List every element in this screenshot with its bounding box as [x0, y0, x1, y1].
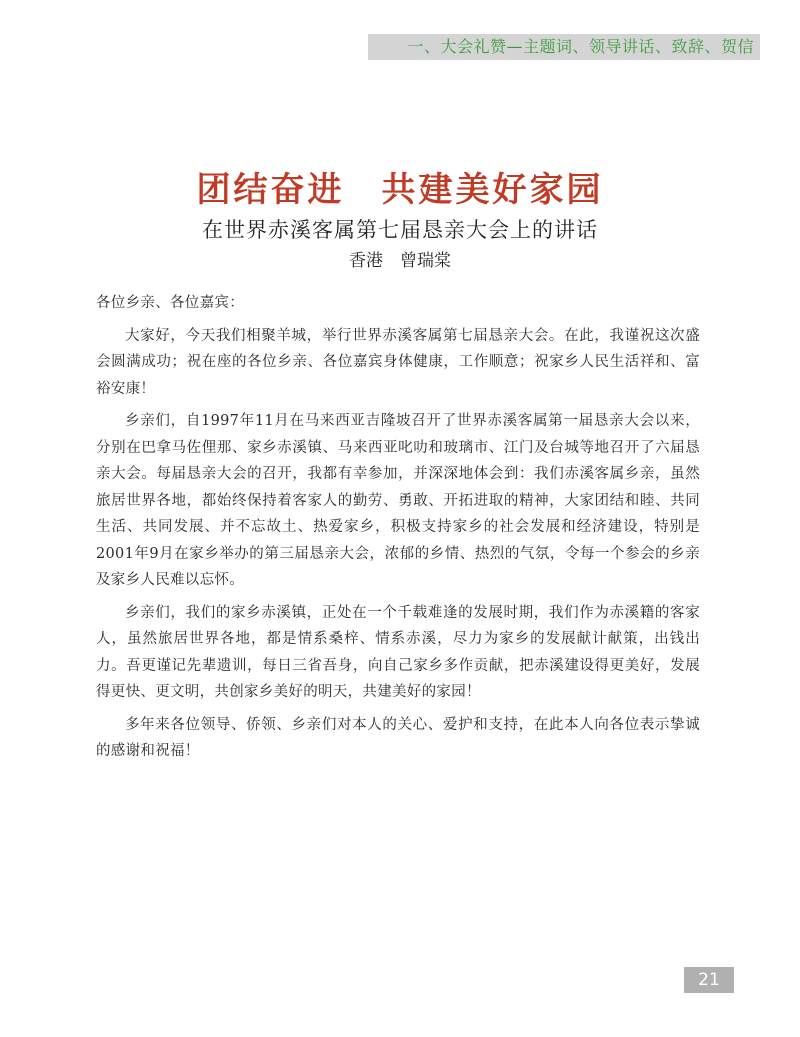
- article-subtitle: 在世界赤溪客属第七届恳亲大会上的讲话: [202, 218, 598, 242]
- article-body: [96, 290, 700, 771]
- paragraph: 多年来各位领导、侨领、乡亲们对本人的关心、爱护和支持，在此本人向各位表示挚诚的感谢和祝福！: [96, 716, 700, 759]
- article-title: 团结奋进 共建美好家园: [196, 170, 604, 210]
- section-header-title: 一、大会礼赞—主题词、领导讲话、致辞、贺信: [407, 37, 754, 56]
- paragraph: 乡亲们，我们的家乡赤溪镇，正处在一个千载难逢的发展时期，我们作为赤溪籍的客家人，虽然旅居世界各地，都是情系桑梓、情系赤溪，尽力为家乡的发展献计献策，出钱出力。吾更谨记先辈遗训，每日三省吾身，向自己家乡多作贡献，把赤溪建设得更美好，发展得更快、更文明，共创家乡美好的明天，共建美好的家园！: [96, 604, 700, 700]
- salutation: 各位乡亲、各位嘉宾：: [96, 295, 244, 311]
- article-author: 香港 曾瑞棠: [349, 251, 451, 271]
- section-header-bar: [368, 34, 760, 60]
- paragraph: 乡亲们，自1997年11月在马来西亚吉隆坡召开了世界赤溪客属第一届恳亲大会以来，分别在巴拿马佐俚那、家乡赤溪镇、马来西亚叱叻和玻璃市、江门及台城等地召开了六届恳亲大会。每届恳亲大会的召开，我都有幸参加，并深深地体会到：我们赤溪客属乡亲，虽然旅居世界各地，都始终保持着客家人的勤劳、勇敢、开拓进取的精神，大家团结和睦、共同生活、共同发展、并不忘故土、热爱家乡，积极支持家乡的社会发展和经济建设，特别是2001年9月在家乡举办的第三届恳亲大会，浓郁的乡情、热烈的气氛，令每一个参会的乡亲及家乡人民难以忘怀。: [96, 413, 700, 588]
- paragraph: 大家好，今天我们相聚羊城，举行世界赤溪客属第七届恳亲大会。在此，我谨祝这次盛会圆满成功；祝在座的各位乡亲、各位嘉宾身体健康，工作顺意；祝家乡人民生活祥和、富裕安康！: [96, 327, 700, 397]
- page-number: 21: [684, 967, 734, 993]
